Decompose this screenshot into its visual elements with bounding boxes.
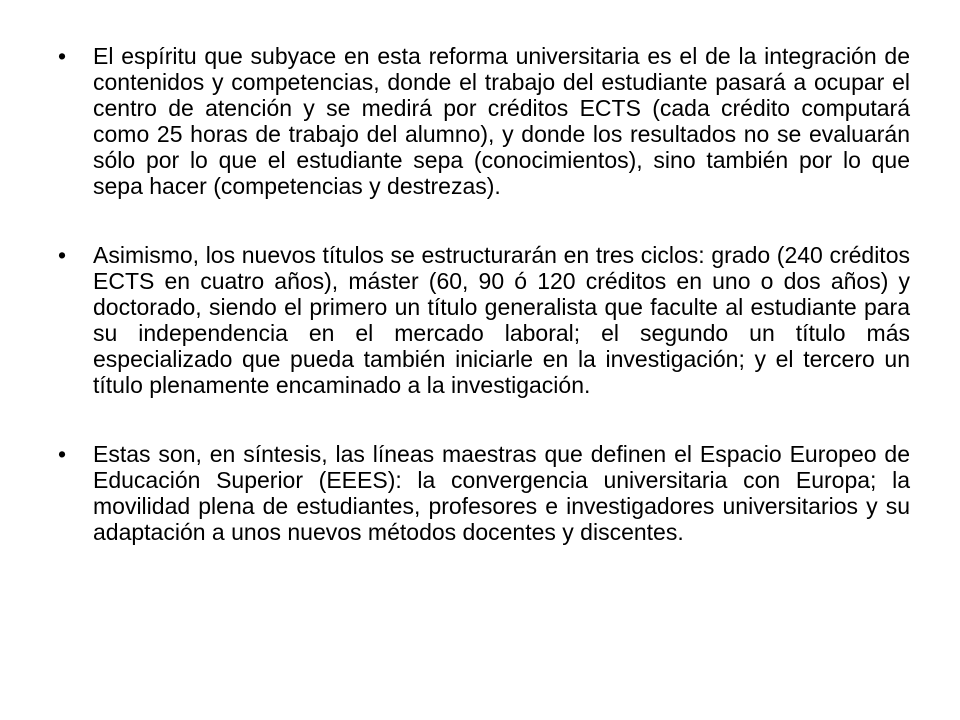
bullet-icon: • [58, 43, 67, 69]
bullet-icon: • [58, 441, 67, 467]
bullet-item-degree-cycles [58, 242, 910, 398]
bullet-text: Estas son, en síntesis, las líneas maestras que definen el Espacio Europeo de Educación Superior (EEES): la convergencia universitaria con Europa; la movilidad plena de estudiantes, profesores e investigadores universitarios y su adaptación a unos nuevos métodos docentes y discentes. [93, 441, 910, 545]
bullet-text: El espíritu que subyace en esta reforma universitaria es el de la integración de contenidos y competencias, donde el trabajo del estudiante pasará a ocupar el centro de atención y se medirá por créditos ECTS (cada crédito computará como 25 horas de trabajo del alumno), y donde los resultados no se evaluarán sólo por lo que el estudiante sepa (conocimientos), sino también por lo que sepa hacer (competencias y destrezas). [93, 43, 910, 199]
bullet-text: Asimismo, los nuevos títulos se estructurarán en tres ciclos: grado (240 créditos ECTS en cuatro años), máster (60, 90 ó 120 créditos en uno o dos años) y doctorado, siendo el primero un título generalista que faculte al estudiante para su independencia en el mercado laboral; el segundo un título más especializado que pueda también iniciarle en la investigación; y el tercero un título plenamente encaminado a la investigación. [93, 242, 910, 398]
bullet-list [58, 43, 910, 588]
bullet-icon: • [58, 242, 67, 268]
bullet-item-reform-spirit [58, 43, 910, 199]
bullet-item-eees-summary [58, 441, 910, 545]
